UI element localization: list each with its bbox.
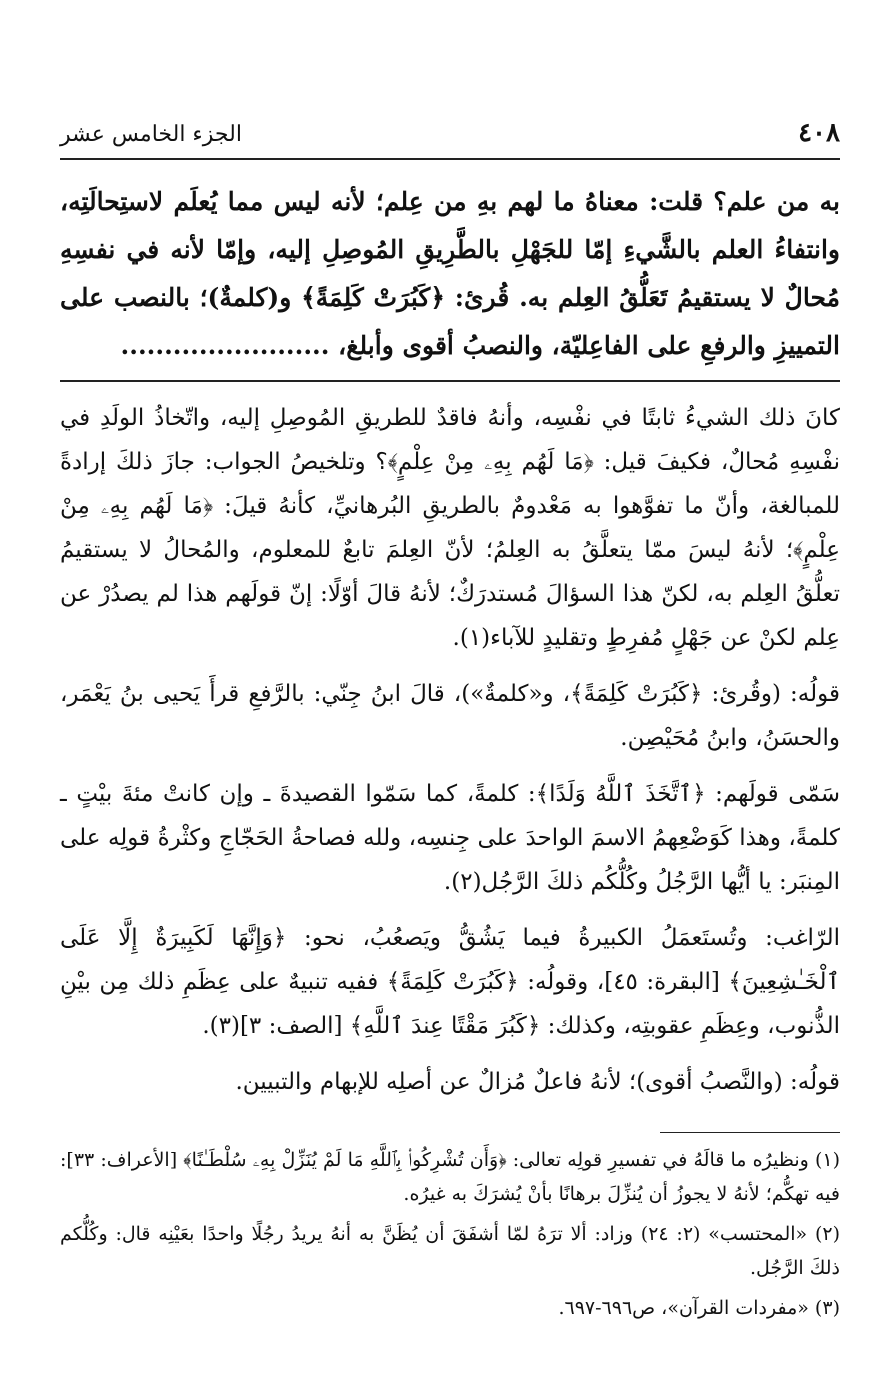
commentary: [60, 396, 840, 1104]
commentary-paragraph: سَمّى قولَهم: ﴿ٱتَّخَذَ ٱللَّهُ وَلَدًا﴾: كلمةً، كما سَمّوا القصيدةَ ـ وإن كانتْ مئةَ بيْتٍ ـ كلمةً، وهذا كَوَضْعِهمُ الاسمَ الواحدَ على جِنسِه، ولله فصاحةُ الحَجّاجِ وكثْرةُ قولِه على المِنبَر: يا أيُّها الرَّجُلُ وكُلُّكُم ذلكَ الرَّجُل(٢).: [60, 781, 840, 895]
footnote: (٢) «المحتسب» (٢: ٢٤) وزاد: ألا ترَهُ لمّا أشفَقَ أن يُظَنَّ به أنهُ يريدُ رجُلًا واحدًا بعَيْنِه قال: وكُلُّكم ذلكَ الرَّجُل.: [60, 1223, 840, 1279]
footnote: (٣) «مفردات القرآن»، ص٦٩٦-٦٩٧.: [558, 1297, 840, 1319]
footnotes: [60, 1143, 840, 1325]
main-text: [60, 178, 840, 370]
main-text-body: به من علم؟ قلت: معناهُ ما لهم بهِ من عِلم؛ لأنه ليس مما يُعلَم لاستِحالَتِه، وانتفاءُ العلم بالشَّيءِ إمّا للجَهْلِ بالطَّرِيقِ المُوصِلِ إليه، وإمّا لأنه في نفسِهِ مُحالٌ لا يستقيمُ تَعَلُّقُ العِلم به. قُرئ: ﴿كَبُرَتْ كَلِمَةً﴾ و(كلمةٌ)؛ بالنصب على التمييزِ والرفعِ على الفاعِليّة، والنصبُ أقوى وأبلغ،: [60, 187, 840, 360]
commentary-paragraph: قولُه: (وقُرئ: ﴿كَبُرَتْ كَلِمَةً﴾، و«كلمةٌ»)، قالَ ابنُ جِنّي: بالرَّفعِ قرأَ يَحيى بنُ يَعْمَر، والحسَنُ، وابنُ مُحَيْصِن.: [60, 681, 840, 751]
footnote: (١) ونظيرُه ما قالَهُ في تفسيرِ قولِه تعالى: ﴿وَأَن تُشْرِكُوا۟ بِٱللَّهِ مَا لَمْ يُنَزِّلْ بِهِۦ سُلْطَـٰنًا﴾ [الأعراف: ٣٣]: فيه تهكُّم؛ لأنهُ لا يجوزُ أن يُنزِّلَ برهانًا بأنْ يُشرَكَ به غيرُه.: [60, 1149, 840, 1205]
main-text-dots: ........................: [120, 331, 330, 360]
page-number: ٤٠٨: [798, 118, 840, 148]
commentary-paragraph: قولُه: (والنَّصبُ أقوى)؛ لأنهُ فاعلٌ مُزالٌ عن أصلِه للإبهام والتبيين.: [235, 1069, 840, 1095]
text-separator: [60, 380, 840, 382]
commentary-paragraph: الرّاغب: وتُستَعمَلُ الكبيرةُ فيما يَشُقُّ ويَصعُبُ، نحو: ﴿وَإِنَّهَا لَكَبِيرَةٌ إِلَّا عَلَى ٱلْخَـٰشِعِينَ﴾ [البقرة: ٤٥]، وقولُه: ﴿كَبُرَتْ كَلِمَةً﴾ ففيه تنبيهٌ على عِظَمِ ذلك مِن بيْنِ الذُّنوب، وعِظَمِ عقوبتِه، وكذلك: ﴿كَبُرَ مَقْتًا عِندَ ٱللَّهِ﴾ [الصف: ٣](٣).: [60, 925, 840, 1039]
commentary-paragraph: كانَ ذلك الشيءُ ثابتًا في نفْسِه، وأنهُ فاقدٌ للطريقِ المُوصِلِ إليه، واتّخاذُ الولَدِ في نفْسِهِ مُحالٌ، فكيفَ قيل: ﴿مَا لَهُم بِهِۦ مِنْ عِلْمٍ﴾؟ وتلخيصُ الجواب: جازَ ذلكَ إرادةً للمبالغة، وأنّ ما تفوَّهوا به مَعْدومٌ بالطريقِ البُرهانيِّ، كأنهُ قيلَ: ﴿مَا لَهُم بِهِۦ مِنْ عِلْمٍ﴾؛ لأنهُ ليسَ ممّا يتعلَّقُ به العِلمُ؛ لأنّ العِلمَ تابعٌ للمعلوم، والمُحالُ لا يستقيمُ تعلُّقُ العِلم به، لكنّ هذا السؤالَ مُستدرَكٌ؛ لأنهُ قالَ أوّلًا: إنّ قولَهم هذا لم يصدُرْ عن عِلم لكنْ عن جَهْلٍ مُفرِطٍ وتقليدٍ للآباء(١).: [60, 405, 840, 651]
page-header: [60, 118, 840, 160]
running-title: الجزء الخامس عشر: [60, 122, 242, 147]
footnote-separator: [660, 1132, 840, 1133]
page: [60, 118, 840, 1331]
